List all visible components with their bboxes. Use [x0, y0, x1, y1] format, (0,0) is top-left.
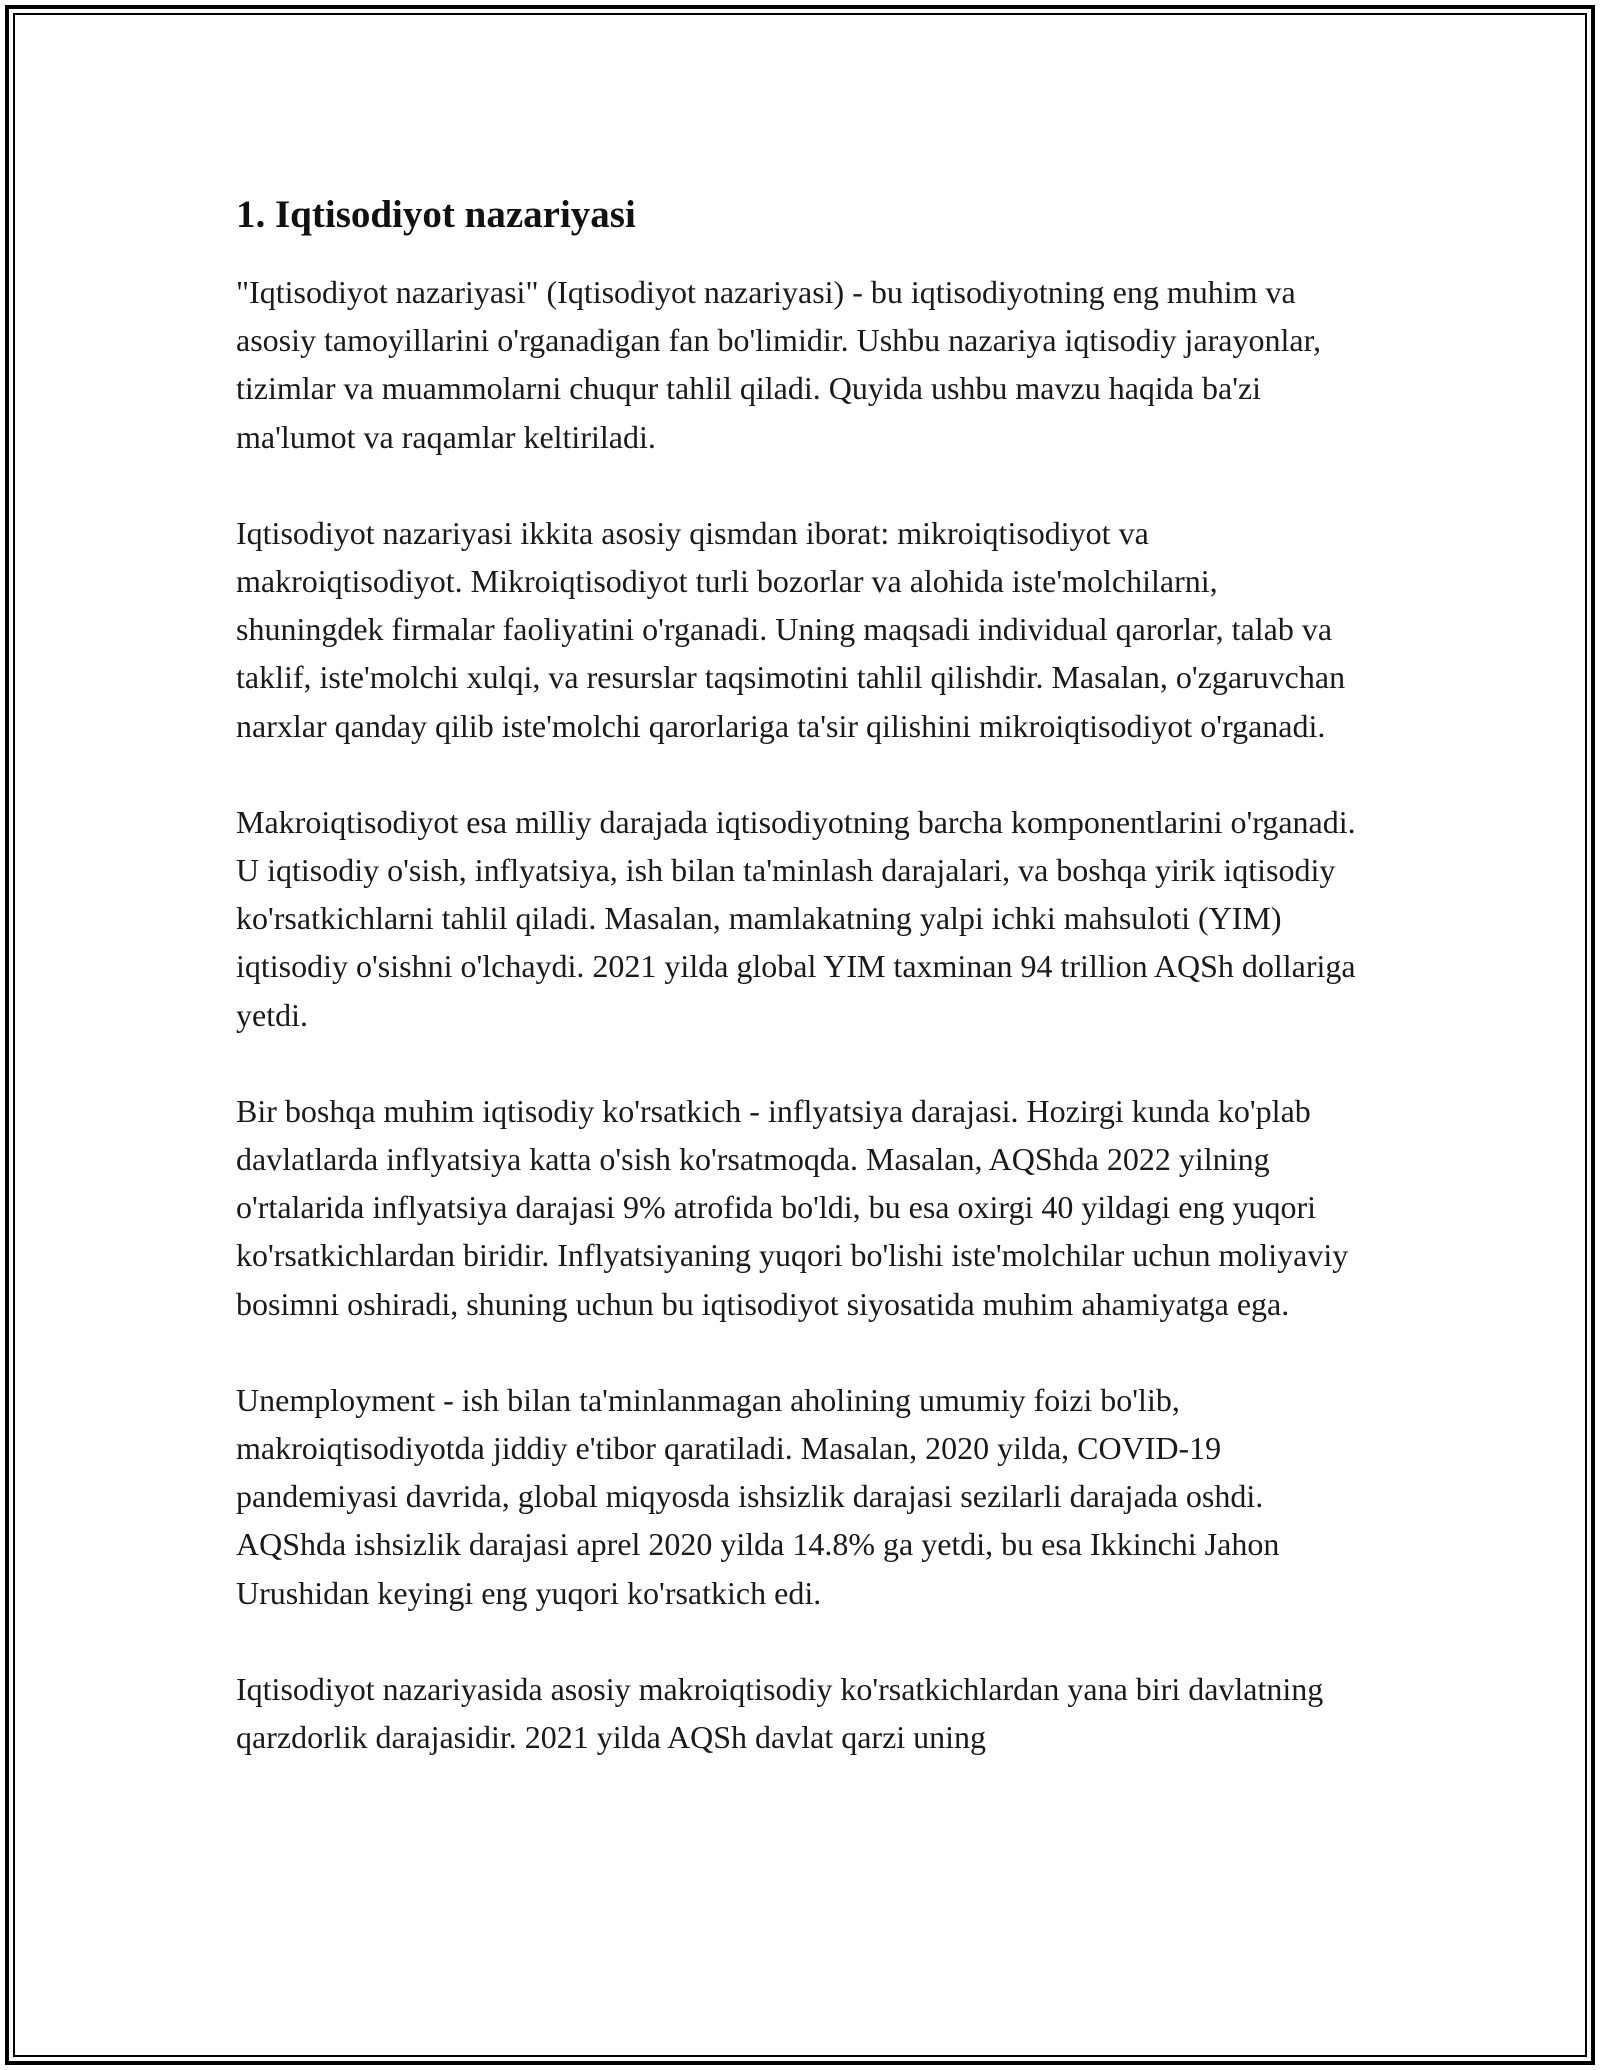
section-title: 1. Iqtisodiyot nazariyasi — [236, 193, 636, 236]
document-body — [236, 186, 1366, 1761]
paragraph-debt: Iqtisodiyot nazariyasida asosiy makroiqtisodiy ko'rsatkichlardan yana biri davlatning qarzdorlik darajasidir. 2021 yilda AQSh davlat qarzi uning — [236, 1670, 1324, 1756]
paragraph-unemployment: Unemployment - ish bilan ta'minlanmagan aholining umumiy foizi bo'lib, makroiqtisodiyotda jiddiy e'tibor qaratiladi. Masalan, 2020 yilda, COVID-19 pandemiyasi davrida, global miqyosda ishsizlik darajasi sezilarli darajada oshdi. AQShda ishsizlik darajasi aprel 2020 yilda 14.8% ga yetdi, bu esa Ikkinchi Jahon Urushidan keyingi eng yuqori ko'rsatkich edi. — [236, 1381, 1280, 1611]
paragraph-inflation: Bir boshqa muhim iqtisodiy ko'rsatkich - inflyatsiya darajasi. Hozirgi kunda ko'plab davlatlarda inflyatsiya katta o'sish ko'rsatmoqda. Masalan, AQShda 2022 yilning o'rtalarida inflyatsiya darajasi 9% atrofida bo'ldi, bu esa oxirgi 40 yildagi eng yuqori ko'rsatkichlardan biridir. Inflyatsiyaning yuqori bo'lishi iste'molchilar uchun moliyaviy bosimni oshiradi, shuning uchun bu iqtisodiyot siyosatida muhim ahamiyatga ega. — [236, 1092, 1349, 1322]
paragraph-macroeconomics: Makroiqtisodiyot esa milliy darajada iqtisodiyotning barcha komponentlarini o'rganadi. U iqtisodiy o'sish, inflyatsiya, ish bilan ta'minlash darajalari, va boshqa yirik iqtisodiy ko'rsatkichlarni tahlil qiladi. Masalan, mamlakatning yalpi ichki mahsuloti (YIM) iqtisodiy o'sishni o'lchaydi. 2021 yilda global YIM taxminan 94 trillion AQSh dollariga yetdi. — [236, 803, 1356, 1033]
paragraph-micro-macro: Iqtisodiyot nazariyasi ikkita asosiy qismdan iborat: mikroiqtisodiyot va makroiqtisodiyot. Mikroiqtisodiyot turli bozorlar va alohida iste'molchilarni, shuningdek firmalar faoliyatini o'rganadi. Uning maqsadi individual qarorlar, talab va taklif, iste'molchi xulqi, va resurslar taqsimotini tahlil qilishdir. Masalan, o'zgaruvchan narxlar qanday qilib iste'molchi qarorlariga ta'sir qilishini mikroiqtisodiyot o'rganadi. — [236, 514, 1346, 744]
paragraph-intro: "Iqtisodiyot nazariyasi" (Iqtisodiyot nazariyasi) - bu iqtisodiyotning eng muhim va asosiy tamoyillarini o'rganadigan fan bo'limidir. Ushbu nazariya iqtisodiy jarayonlar, tizimlar va muammolarni chuqur tahlil qiladi. Quyida ushbu mavzu haqida ba'zi ma'lumot va raqamlar keltiriladi. — [236, 274, 1321, 455]
